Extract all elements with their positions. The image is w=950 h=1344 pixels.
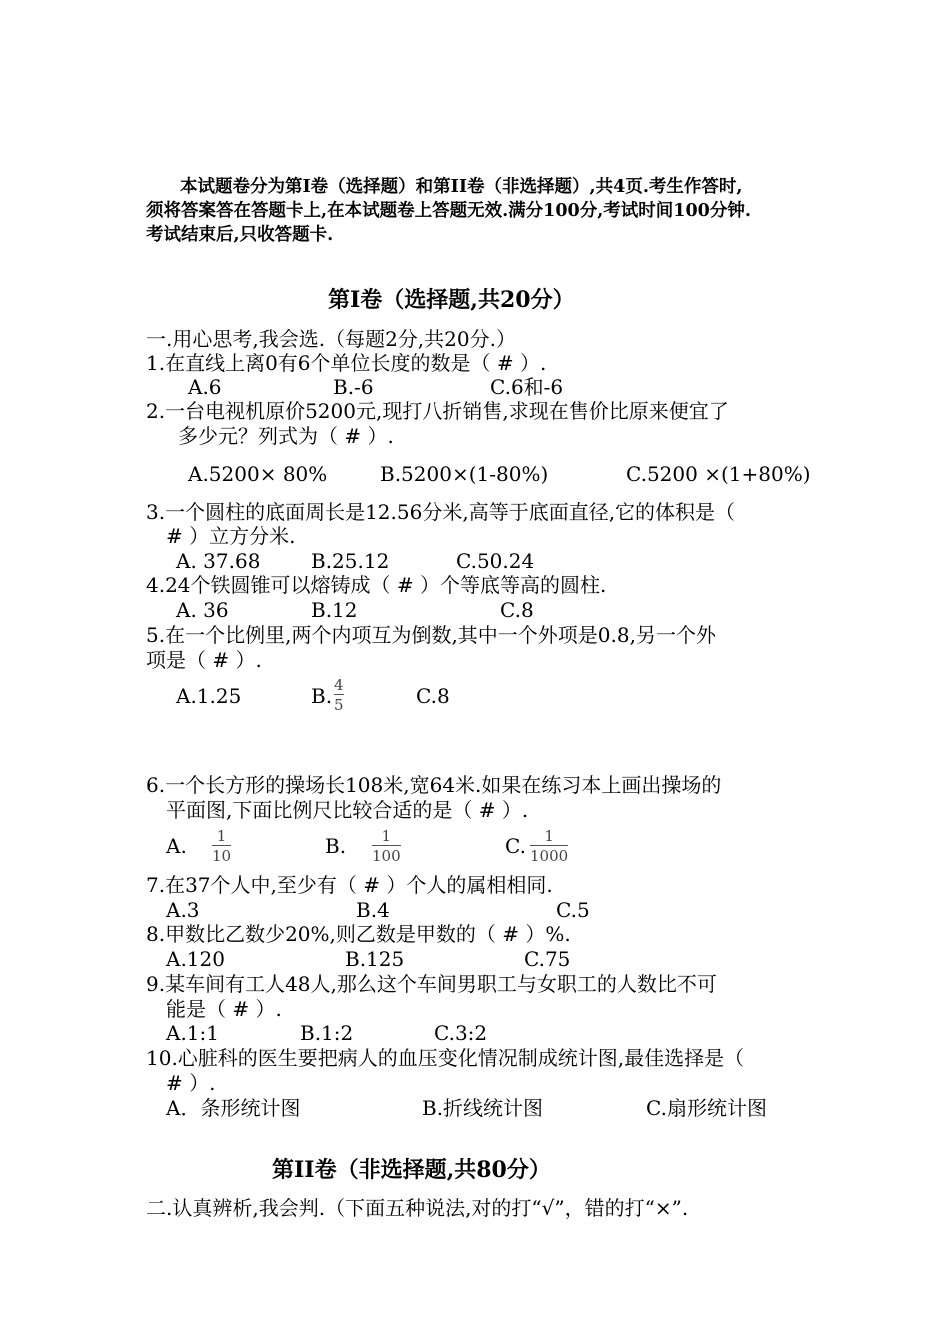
q10-option-c[interactable]: C.扇形统计图 <box>646 1096 767 1120</box>
q6-option-c-fraction <box>530 828 568 865</box>
q6b-fraction-numerator: 1 <box>381 827 392 845</box>
q5-stem-line-1: 5.在一个比例里,两个内项互为倒数,其中一个外项是0.8,另一个外 <box>146 623 716 647</box>
q5-fraction-denominator: 5 <box>334 696 344 714</box>
q3-option-c[interactable]: C.50.24 <box>456 549 535 573</box>
q3-stem-line-1: 3.一个圆柱的底面周长是12.56分米,高等于底面直径,它的体积是（ <box>146 500 736 524</box>
q1-option-c[interactable]: C.6和-6 <box>490 375 564 399</box>
q9-option-c[interactable]: C.3:2 <box>434 1021 488 1045</box>
q6c-fraction-denominator: 1000 <box>530 847 569 865</box>
part1-title: 第Ⅰ卷（选择题,共20分） <box>328 287 575 313</box>
q9-option-a[interactable]: A.1:1 <box>166 1021 219 1045</box>
q6a-fraction-denominator: 10 <box>212 847 232 865</box>
q9-stem-line-2: 能是（ # ）. <box>166 997 282 1021</box>
q8-option-b[interactable]: B.125 <box>345 947 405 971</box>
q1-option-a[interactable]: A.6 <box>188 375 222 399</box>
q2-option-b[interactable]: B.5200×(1-80%) <box>380 462 549 486</box>
q6-stem-line-2: 平面图,下面比例尺比较合适的是（ # ）. <box>166 798 529 822</box>
q7-stem: 7.在37个人中,至少有（ # ）个人的属相相同. <box>146 873 553 897</box>
q6-stem-line-1: 6.一个长方形的操场长108米,宽64米.如果在练习本上画出操场的 <box>146 773 722 797</box>
q9-stem-line-1: 9.某车间有工人48人,那么这个车间男职工与女职工的人数比不可 <box>146 972 717 996</box>
q1-stem: 1.在直线上离0有6个单位长度的数是（ # ）. <box>146 351 547 375</box>
q6-option-b[interactable]: B. <box>325 834 347 858</box>
q9-option-b[interactable]: B.1:2 <box>300 1021 354 1045</box>
q4-stem: 4.24个铁圆锥可以熔铸成（ # ）个等底等高的圆柱. <box>146 573 607 597</box>
q3-option-b[interactable]: B.25.12 <box>311 549 390 573</box>
q3-option-a[interactable]: A. 37.68 <box>176 549 261 573</box>
part2-title: 第II卷（非选择题,共80分） <box>272 1157 551 1183</box>
q4-option-a[interactable]: A. 36 <box>176 598 229 622</box>
q6-option-c[interactable]: C. <box>505 834 526 858</box>
q1-option-b[interactable]: B.-6 <box>333 375 374 399</box>
q6b-fraction-denominator: 100 <box>372 847 401 865</box>
q8-option-a[interactable]: A.120 <box>166 947 225 971</box>
section2-heading: 二.认真辨析,我会判.（下面五种说法,对的打“√”，错的打“×”. <box>146 1196 689 1220</box>
q6-option-a[interactable]: A. <box>166 834 187 858</box>
q2-stem-line-1: 2.一台电视机原价5200元,现打八折销售,求现在售价比原来便宜了 <box>146 399 729 423</box>
q5-option-b[interactable]: B. <box>311 684 333 708</box>
q5-option-b-fraction <box>334 677 344 714</box>
q10-option-b[interactable]: B.折线统计图 <box>422 1096 544 1120</box>
q5-option-a[interactable]: A.1.25 <box>176 684 242 708</box>
q6-option-a-fraction <box>212 828 231 865</box>
q7-option-c[interactable]: C.5 <box>556 898 590 922</box>
q3-stem-line-2: # ）立方分米. <box>166 524 296 548</box>
q8-option-c[interactable]: C.75 <box>524 947 571 971</box>
q10-stem-line-1: 10.心脏科的医生要把病人的血压变化情况制成统计图,最佳选择是（ <box>146 1046 745 1070</box>
q4-option-c[interactable]: C.8 <box>500 598 534 622</box>
q2-option-a[interactable]: A.5200× 80% <box>188 462 328 486</box>
q7-option-a[interactable]: A.3 <box>166 898 200 922</box>
intro-line-2: 须将答案答在答题卡上,在本试题卷上答题无效.满分100分,考试时间100分钟. <box>146 201 751 221</box>
q8-stem: 8.甲数比乙数少20%,则乙数是甲数的（ # ）%. <box>146 922 571 946</box>
q6a-fraction-numerator: 1 <box>216 827 227 845</box>
intro-line-3: 考试结束后,只收答题卡. <box>146 225 334 245</box>
q10-option-a[interactable]: A．条形统计图 <box>166 1096 301 1120</box>
section1-heading: 一.用心思考,我会选.（每题2分,共20分.） <box>146 327 516 351</box>
q4-option-b[interactable]: B.12 <box>311 598 358 622</box>
q6-option-b-fraction <box>372 828 401 865</box>
q6c-fraction-numerator: 1 <box>544 827 554 845</box>
intro-line-1: 本试题卷分为第Ⅰ卷（选择题）和第II卷（非选择题）,共4页.考生作答时, <box>180 177 743 197</box>
q10-stem-line-2: # ）. <box>166 1071 216 1095</box>
q2-stem-line-2: 多少元？列式为（ # ）. <box>178 424 394 448</box>
q5-fraction-numerator: 4 <box>334 676 344 694</box>
q7-option-b[interactable]: B.4 <box>356 898 390 922</box>
q2-option-c[interactable]: C.5200 ×(1+80%) <box>626 462 811 486</box>
q5-option-c[interactable]: C.8 <box>416 684 450 708</box>
q5-stem-line-2: 项是（ # ）. <box>146 648 262 672</box>
